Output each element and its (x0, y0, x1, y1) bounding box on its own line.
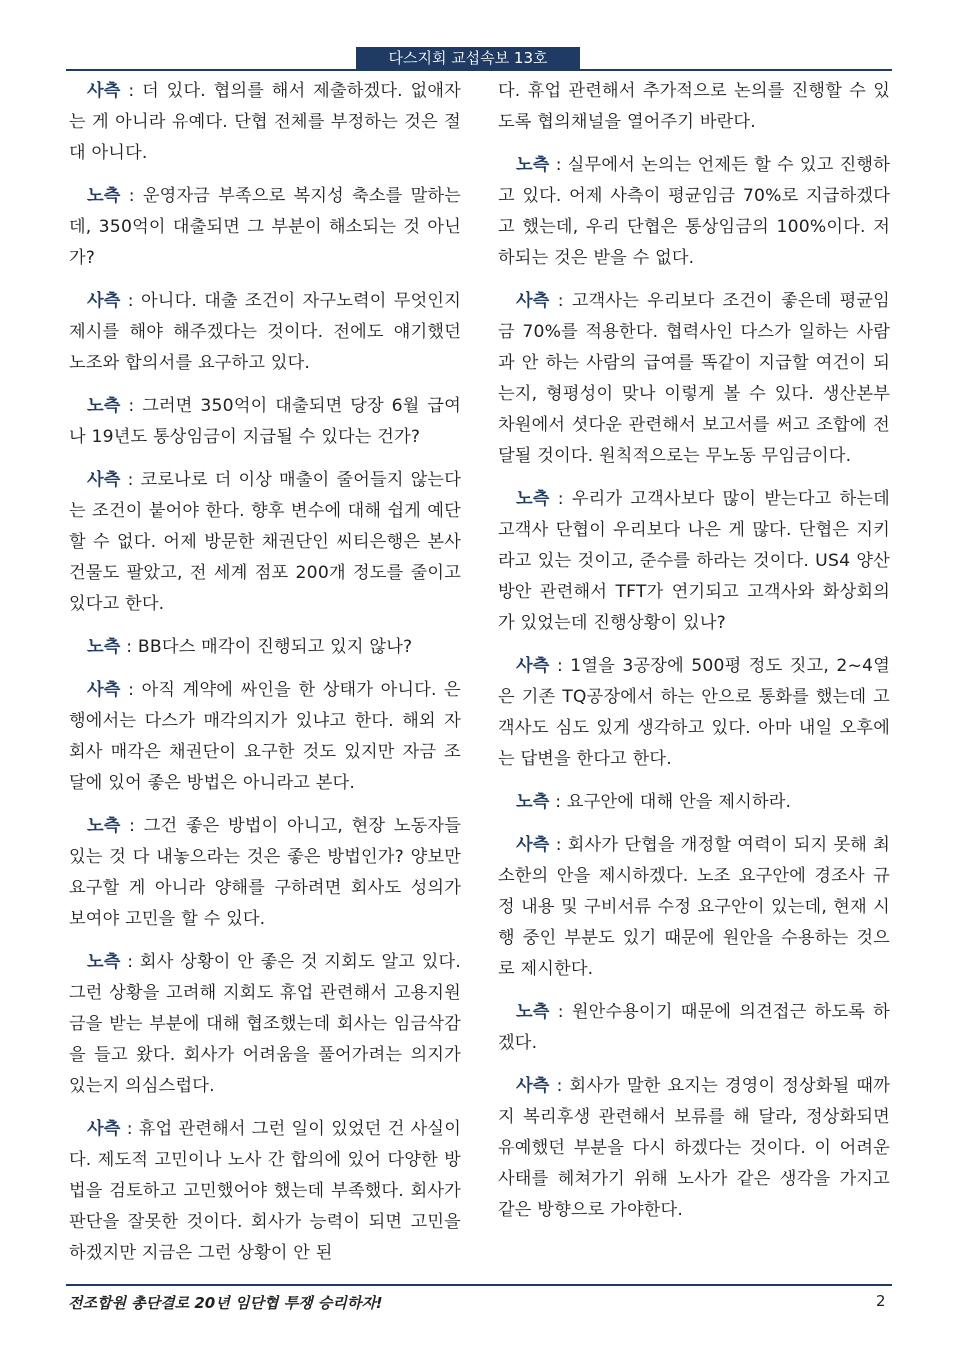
left-column (69, 76, 461, 1281)
dialogue-text: : 회사 상황이 안 좋은 것 지회도 알고 있다. 그런 상황을 고려해 지회도 휴업 관련해서 고용지원금을 받는 부분에 대해 협조했는데 회사는 임금삭감을 들고 왔다. 회사가 어려움을 풀어가려는 의지가 있는지 의심스럽다. (69, 952, 461, 1096)
speaker-label: 노측 (516, 489, 550, 509)
speaker-label: 노측 (87, 952, 121, 972)
right-column (498, 76, 890, 1238)
dialogue-text: : 고객사는 우리보다 조건이 좋은데 평균임금 70%를 적용한다. 협력사인 다스가 일하는 사람과 안 하는 사람의 급여를 똑같이 지급할 여건이 되는지, 형평성이 맞나 이렇게 볼 수 있다. 생산본부 차원에서 셧다운 관련해서 보고서를 써고 조합에 전달될 것이다. 원칙적으로는 무노동 무임금이다. (498, 291, 890, 466)
speaker-label: 사측 (516, 656, 550, 676)
dialogue-text: : 휴업 관련해서 그런 일이 있었던 건 사실이다. 제도적 고민이나 노사 간 합의에 있어 다양한 방법을 검토하고 고민했어야 했는데 부족했다. 회사가 판단을 잘못한 것이다. 회사가 능력이 되면 고민을 하겠지만 지금은 그런 상황이 안 된 (69, 1119, 461, 1263)
dialogue-paragraph (498, 150, 890, 274)
dialogue-paragraph (498, 787, 890, 818)
dialogue-text: : 아니다. 대출 조건이 자구노력이 무엇인지 제시를 해야 해주겠다는 것이다. 전에도 얘기했던 노조와 합의서를 요구하고 있다. (69, 291, 461, 373)
dialogue-text: : 더 있다. 협의를 해서 제출하겠다. 없애자는 게 아니라 유예다. 단협 전체를 부정하는 것은 절대 아니다. (69, 81, 461, 163)
speaker-label: 노측 (87, 186, 121, 206)
continued-paragraph: 다. 휴업 관련해서 추가적으로 논의를 진행할 수 있도록 협의채널을 열어주기 바란다. (498, 81, 890, 132)
speaker-label: 사측 (87, 1119, 121, 1139)
dialogue-text: : 회사가 단협을 개정할 여력이 되지 못해 최소한의 안을 제시하겠다. 노조 요구안에 경조사 규정 내용 및 구비서류 수정 요구안이 있는데, 현재 시행 중인 부분도 있기 때문에 원안을 수용하는 것으로 제시한다. (498, 835, 890, 979)
dialogue-paragraph (498, 651, 890, 775)
speaker-label: 노측 (516, 1002, 550, 1022)
dialogue-paragraph (69, 632, 461, 663)
speaker-label: 사측 (87, 470, 121, 490)
dialogue-text: : 원안수용이기 때문에 의견접근 하도록 하겠다. (498, 1002, 890, 1053)
speaker-label: 사측 (516, 1076, 550, 1096)
dialogue-text: : 아직 계약에 싸인을 한 상태가 아니다. 은행에서는 다스가 매각의지가 있냐고 한다. 해외 자회사 매각은 채권단이 요구한 것도 있지만 자금 조달에 있어 좋은 방법은 아니라고 본다. (69, 680, 461, 793)
speaker-label: 사측 (87, 81, 121, 101)
page-number: 2 (876, 1292, 886, 1310)
dialogue-paragraph (498, 997, 890, 1059)
speaker-label: 사측 (87, 680, 121, 700)
speaker-label: 사측 (87, 291, 121, 311)
dialogue-paragraph (498, 484, 890, 639)
speaker-label: 사측 (516, 835, 550, 855)
footer-rule (66, 1284, 892, 1286)
dialogue-paragraph (69, 1114, 461, 1269)
speaker-label: 사측 (516, 291, 550, 311)
dialogue-text: : 그건 좋은 방법이 아니고, 현장 노동자들 있는 것 다 내놓으라는 것은 좋은 방법인가? 양보만 요구할 게 아니라 양해를 구하려면 회사도 성의가 보여야 고민을 할 수 있다. (69, 816, 461, 929)
dialogue-text: : 코로나로 더 이상 매출이 줄어들지 않는다는 조건이 붙어야 한다. 향후 변수에 대해 쉽게 예단할 수 없다. 어제 방문한 채권단인 씨티은행은 본사 건물도 팔았고, 전 세계 점포 200개 정도를 줄이고 있다고 한다. (69, 470, 461, 614)
dialogue-text: : 우리가 고객사보다 많이 받는다고 하는데 고객사 단협이 우리보다 나은 게 많다. 단협은 지키라고 있는 것이고, 준수를 하라는 것이다. US4 양산 방안 관련해서 TFT가 연기되고 고객사와 화상회의가 있었는데 진행상황이 있나? (498, 489, 890, 633)
dialogue-paragraph (69, 391, 461, 453)
header-rule (66, 69, 892, 71)
speaker-label: 노측 (87, 637, 121, 657)
dialogue-text: : 실무에서 논의는 언제든 할 수 있고 진행하고 있다. 어제 사측이 평균임금 70%로 지급하겠다고 했는데, 우리 단협은 통상임금의 100%이다. 저하되는 것은 받을 수 없다. (498, 155, 890, 268)
dialogue-text: : 요구안에 대해 안을 제시하라. (549, 792, 792, 812)
dialogue-paragraph (498, 286, 890, 472)
dialogue-paragraph (69, 465, 461, 620)
speaker-label: 노측 (516, 792, 550, 812)
footer-slogan: 전조합원 총단결로 20년 임단협 투쟁 승리하자! (68, 1294, 383, 1312)
dialogue-paragraph (69, 181, 461, 274)
dialogue-paragraph (69, 947, 461, 1102)
dialogue-text: : 1열을 3공장에 500평 정도 짓고, 2~4열은 기존 TQ공장에서 하는 안으로 통화를 했는데 고객사도 심도 있게 생각하고 있다. 아마 내일 오후에는 답변을 한다고 한다. (498, 656, 890, 769)
bulletin-title: 다스지회 교섭속보 13호 (356, 47, 580, 69)
dialogue-paragraph (69, 76, 461, 169)
dialogue-text: : 회사가 말한 요지는 경영이 정상화될 때까지 복리후생 관련해서 보류를 해 달라, 정상화되면 유예했던 부분을 다시 하겠다는 것이다. 이 어려운 사태를 헤쳐가기 위해 노사가 같은 생각을 가지고 같은 방향으로 가야한다. (498, 1076, 890, 1220)
speaker-label: 노측 (516, 155, 550, 175)
dialogue-text: : 그러면 350억이 대출되면 당장 6월 급여나 19년도 통상임금이 지급될 수 있다는 건가? (69, 396, 461, 447)
speaker-label: 노측 (87, 396, 121, 416)
speaker-label: 노측 (87, 816, 121, 836)
dialogue-paragraph (498, 1071, 890, 1226)
dialogue-paragraph (69, 286, 461, 379)
dialogue-text: : 운영자금 부족으로 복지성 축소를 말하는데, 350억이 대출되면 그 부분이 해소되는 것 아닌가? (69, 186, 461, 268)
dialogue-text: : BB다스 매각이 진행되고 있지 않나? (120, 637, 413, 657)
dialogue-paragraph (69, 811, 461, 935)
dialogue-paragraph (498, 830, 890, 985)
dialogue-paragraph (69, 675, 461, 799)
